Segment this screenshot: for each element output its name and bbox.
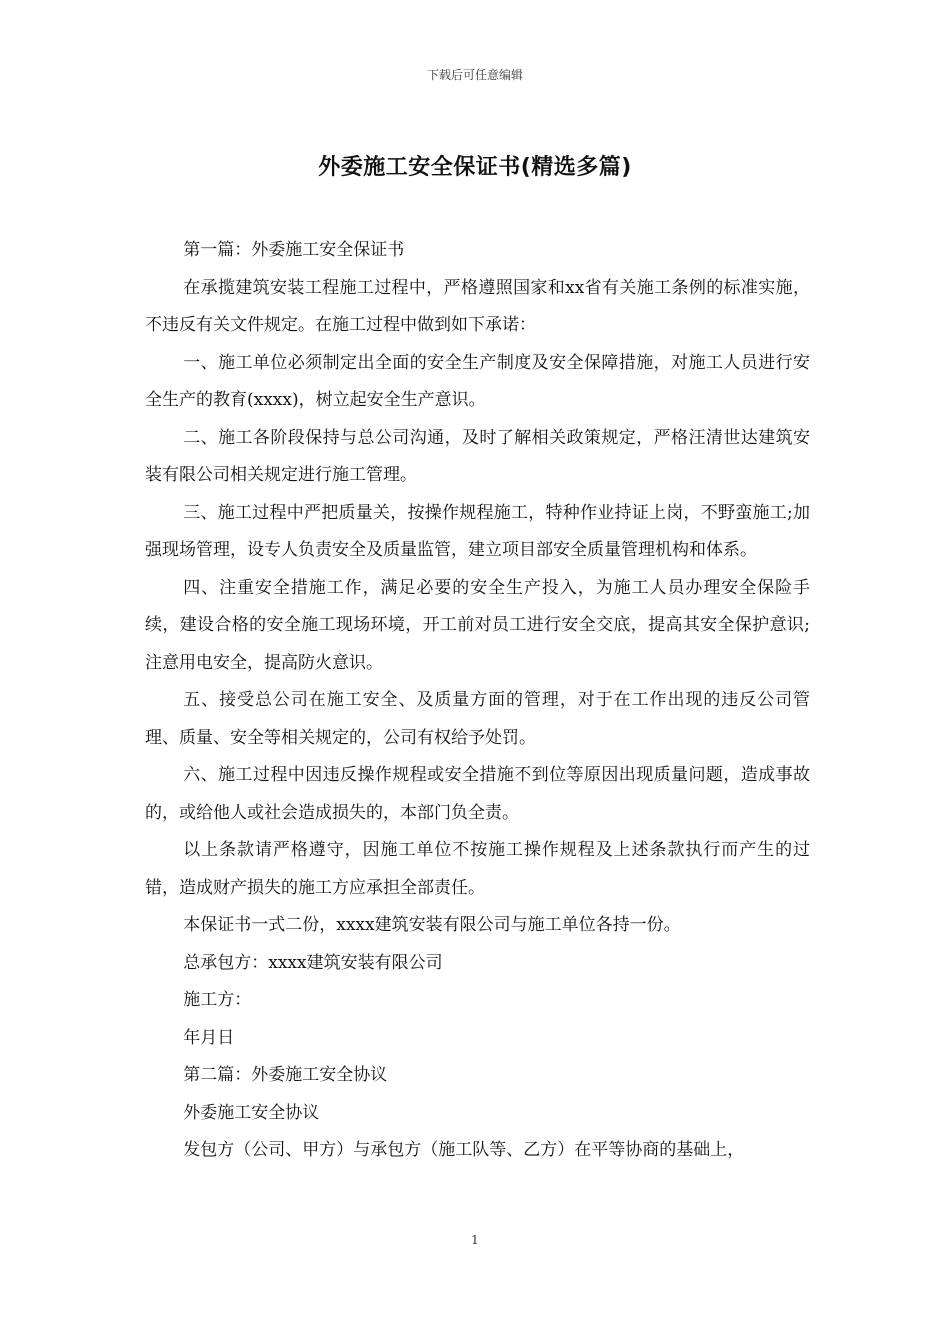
paragraph-clause-6: 六、施工过程中因违反操作规程或安全措施不到位等原因出现质量问题，造成事故的，或给他人或社会造成损失的，本部门负全责。: [145, 765, 810, 823]
paragraph-agreement-title: 外委施工安全协议: [183, 1102, 320, 1123]
paragraph-intro: 在承揽建筑安装工程施工过程中，严格遵照国家和xx省有关施工条例的标准实施，不违反有关文件规定。在施工过程中做到如下承诺：: [145, 277, 810, 335]
paragraph-compliance: 以上条款请严格遵守，因施工单位不按施工操作规程及上述条款执行而产生的过错，造成财产损失的施工方应承担全部责任。: [145, 840, 810, 898]
document-body: [145, 232, 810, 1170]
paragraph-clause-2: 二、施工各阶段保持与总公司沟通，及时了解相关政策规定，严格汪清世达建筑安装有限公司相关规定进行施工管理。: [145, 427, 810, 485]
page-number: 1: [471, 1233, 479, 1247]
paragraph-part2-heading: 第二篇：外委施工安全协议: [183, 1065, 388, 1085]
paragraph-copies: 本保证书一式二份，xxxx建筑安装有限公司与施工单位各持一份。: [183, 915, 681, 935]
paragraph-general-contractor: 总承包方：xxxx建筑安装有限公司: [183, 952, 443, 973]
paragraph-contractor: 施工方：: [183, 990, 252, 1010]
paragraph-clause-1: 一、施工单位必须制定出全面的安全生产制度及安全保障措施，对施工人员进行安全生产的教育(xxxx)，树立起安全生产意识。: [145, 352, 810, 410]
document-title: 外委施工安全保证书(精选多篇): [318, 155, 632, 180]
paragraph-clause-3: 三、施工过程中严把质量关，按操作规程施工，特种作业持证上岗，不野蛮施工;加强现场管理，设专人负责安全及质量监管，建立项目部安全质量管理机构和体系。: [145, 502, 810, 560]
paragraph-clause-5: 五、接受总公司在施工安全、及质量方面的管理，对于在工作出现的违反公司管理、质量、安全等相关规定的，公司有权给予处罚。: [145, 690, 810, 748]
header-note: 下载后可任意编辑: [426, 68, 523, 82]
paragraph-agreement-intro: 发包方（公司、甲方）与承包方（施工队等、乙方）在平等协商的基础上，: [183, 1140, 745, 1160]
paragraph-part1-heading: 第一篇：外委施工安全保证书: [183, 240, 405, 260]
paragraph-date: 年月日: [183, 1027, 235, 1048]
paragraph-clause-4: 四、注重安全措施工作，满足必要的安全生产投入，为施工人员办理安全保险手续，建设合格的安全施工现场环境，开工前对员工进行安全交底，提高其安全保护意识;注意用电安全，提高防火意识。: [145, 577, 810, 673]
